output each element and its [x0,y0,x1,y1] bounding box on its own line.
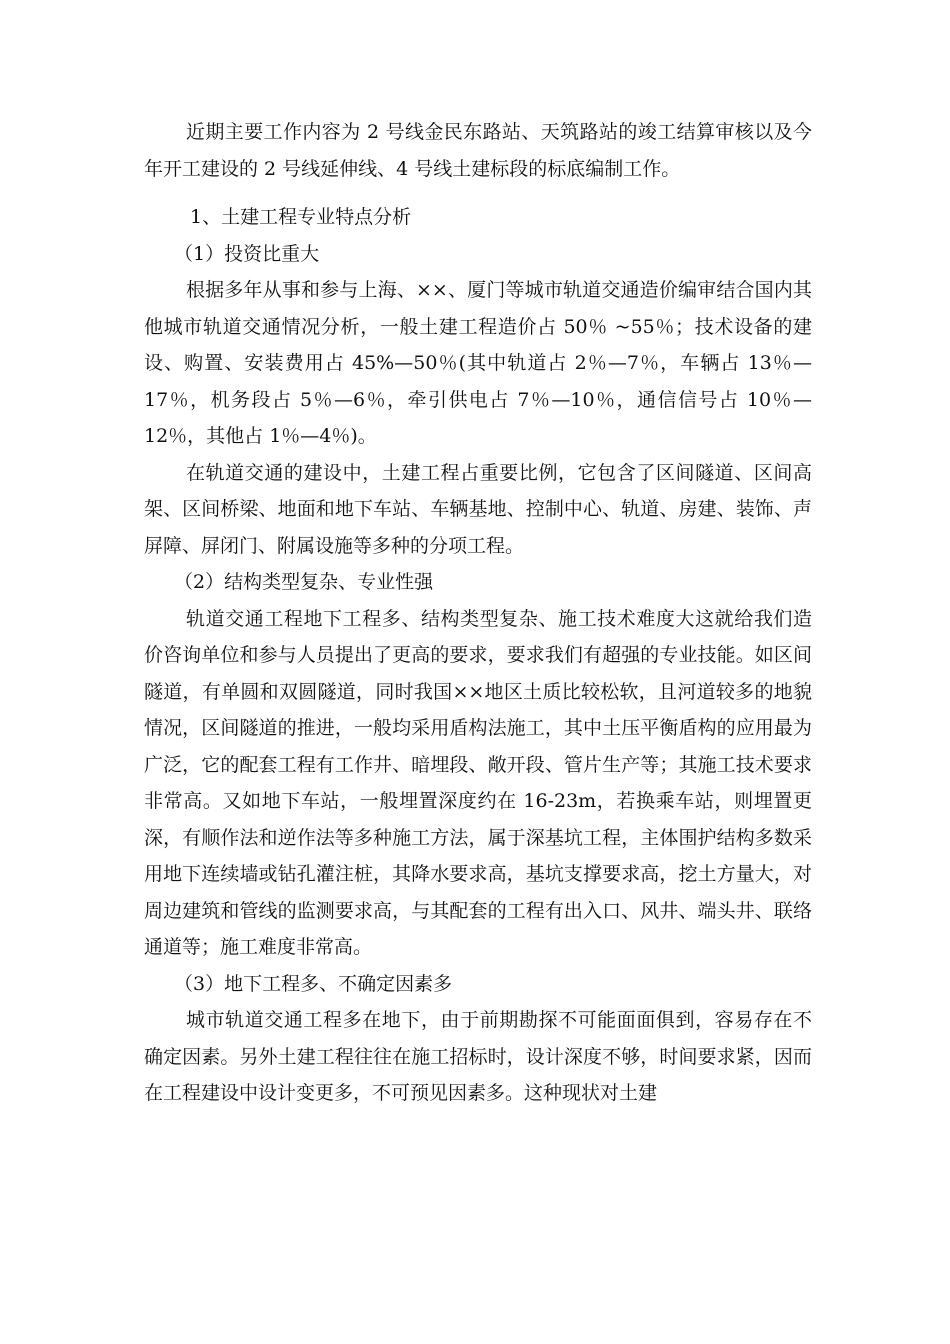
section-heading: 1、土建工程专业特点分析 [190,206,412,228]
document-body [144,114,812,1112]
subsection-heading-investment: （1）投资比重大 [174,242,320,265]
subsection-heading-structure: （2）结构类型复杂、专业性强 [174,571,434,593]
paragraph-structure-complexity: 轨道交通工程地下工程多、结构类型复杂、施工技术难度大这就给我们造价咨询单位和参与人员提出了更高的要求，要求我们有超强的专业技能。如区间隧道，有单圆和双圆隧道，同时我国××地区土质比较松软，且河道较多的地貌情况，区间隧道的推进，一般均采用盾构法施工，其中土压平衡盾构的应用最为广泛，它的配套工程有工作井、暗埋段、敞开段、管片生产等；其施工技术要求非常高。又如地下车站，一般埋置深度约在 16-23m，若换乘车站，则埋置更深，有顺作法和逆作法等多种施工方法，属于深基坑工程，主体围护结构多数采用地下连续墙或钻孔灌注桩，其降水要求高，基坑支撑要求高，挖土方量大，对周边建筑和管线的监测要求高，与其配套的工程有出入口、风井、端头井、联络通道等；施工难度非常高。 [144,607,812,958]
subsection-heading-underground: （3）地下工程多、不确定因素多 [174,972,453,995]
intro-paragraph: 近期主要工作内容为 2 号线金民东路站、天筑路站的竣工结算审核以及今年开工建设的 2 号线延伸线、4 号线土建标段的标底编制工作。 [144,121,812,180]
paragraph-investment-ratio: 根据多年从事和参与上海、××、厦门等城市轨道交通造价编审结合国内其他城市轨道交通情况分析，一般土建工程造价占 50％ ~55％；技术设备的建设、购置、安装费用占 45%—50％(其中轨道占 2％—7％，车辆占 13％—17％，机务段占 5％—6％，牵引供电占 7％—10％，通信信号占 10％—12％，其他占 1％—4％)。 [144,279,812,447]
paragraph-civil-works-scope: 在轨道交通的建设中，土建工程占重要比例，它包含了区间隧道、区间高架、区间桥梁、地面和地下车站、车辆基地、控制中心、轨道、房建、装饰、声屏障、屏闭门、附属设施等多种的分项工程。 [144,461,812,557]
paragraph-uncertainty: 城市轨道交通工程多在地下，由于前期勘探不可能面面俱到，容易存在不确定因素。另外土建工程往往在施工招标时，设计深度不够，时间要求紧，因而在工程建设中设计变更多，不可预见因素多。这种现状对土建 [144,1009,812,1104]
